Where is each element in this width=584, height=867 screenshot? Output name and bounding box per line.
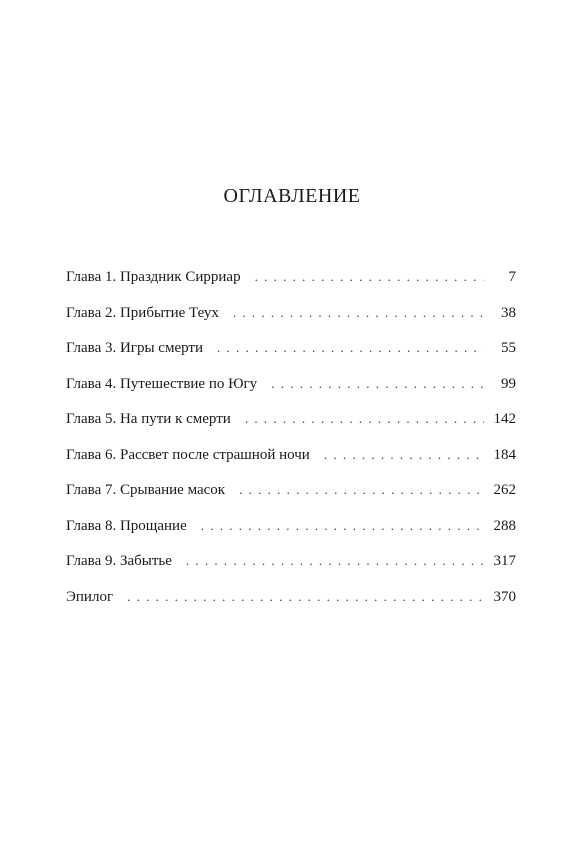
toc-entry-label: Глава 8. Прощание [66, 517, 187, 534]
toc-entry [66, 442, 516, 478]
dot-leader [201, 513, 484, 539]
toc-entry [66, 548, 516, 584]
toc-entry-page: 142 [493, 411, 516, 427]
page-title: оглавление [223, 178, 361, 209]
toc-entry [66, 584, 516, 620]
toc-entry-page: 184 [493, 446, 516, 463]
dot-leader [186, 548, 484, 574]
toc-entry-label: Глава 6. Рассвет после страшной ночи [66, 446, 310, 463]
toc-entry-page: 55 [501, 340, 516, 356]
toc-entry-page: 99 [501, 375, 516, 392]
dot-leader [127, 584, 483, 610]
toc-entry [66, 406, 516, 442]
toc-entry-label: Глава 7. Срывание масок [66, 482, 226, 498]
toc-entry-label: Глава 2. Прибытие Теух [66, 304, 219, 321]
toc-entry-page: 38 [501, 304, 516, 321]
toc-entry-page: 262 [493, 482, 516, 498]
dot-leader [271, 371, 484, 397]
dot-leader [239, 477, 483, 503]
toc-entry-page: 370 [493, 588, 516, 605]
toc-entry [66, 335, 516, 371]
dot-leader [255, 264, 484, 290]
dot-leader [233, 300, 484, 326]
toc-entry-label: Эпилог [66, 588, 114, 605]
dot-leader [324, 442, 484, 468]
toc-entry-label: Глава 4. Путешествие по Югу [66, 375, 258, 392]
toc-entry [66, 477, 516, 513]
dot-leader [217, 335, 484, 361]
toc-entry [66, 371, 516, 407]
toc-entry-page: 288 [493, 517, 516, 534]
toc-entry [66, 264, 516, 300]
toc-entry-page: 7 [508, 269, 516, 285]
toc-entry-label: Глава 3. Игры смерти [66, 340, 203, 356]
table-of-contents [66, 264, 516, 619]
toc-entry-label: Глава 9. Забытье [66, 553, 172, 569]
dot-leader [245, 406, 484, 432]
toc-entry-label: Глава 5. На пути к смерти [66, 411, 231, 427]
toc-entry [66, 300, 516, 336]
toc-entry-label: Глава 1. Праздник Сирриар [66, 269, 241, 285]
toc-entry-page: 317 [493, 553, 516, 569]
toc-entry [66, 513, 516, 549]
